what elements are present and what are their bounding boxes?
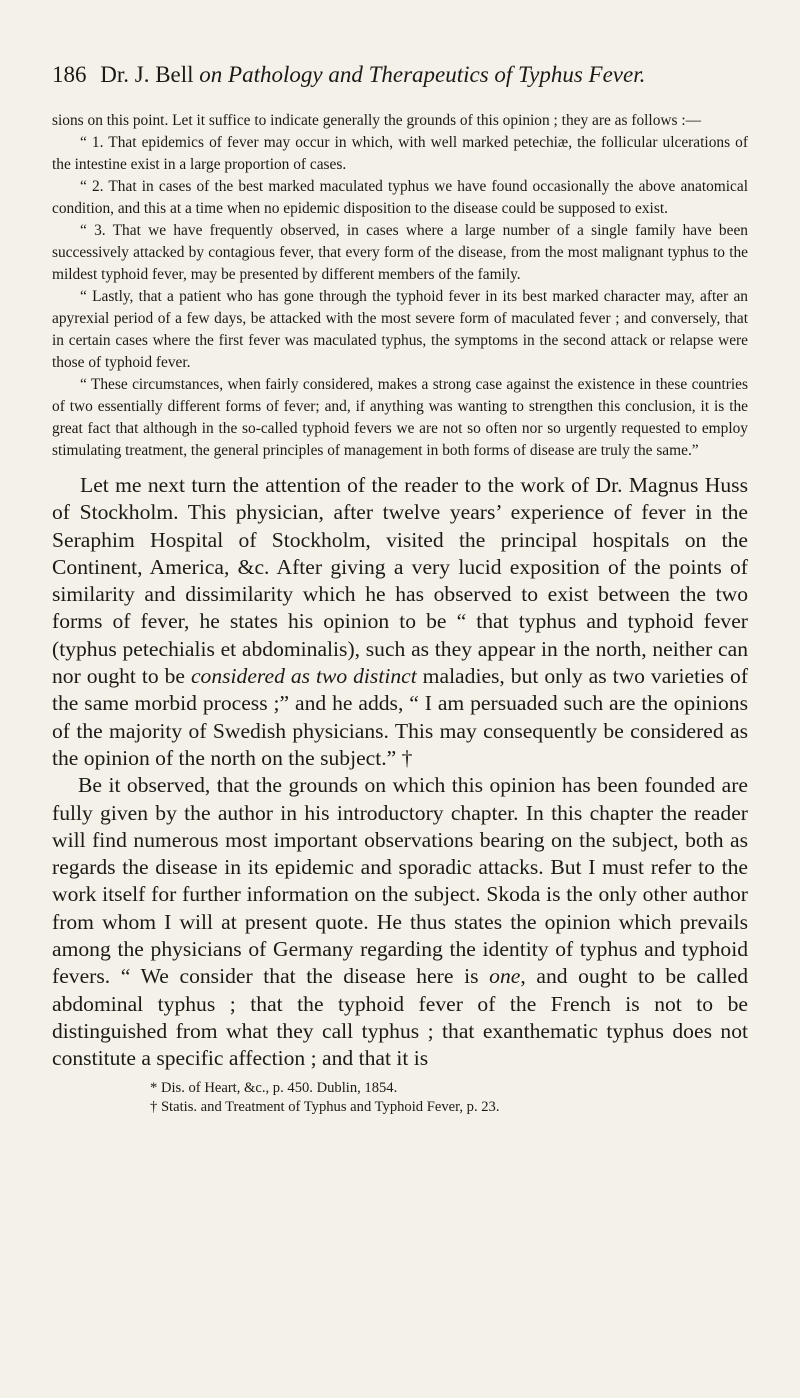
quote-paragraph: “ 2. That in cases of the best marked maculated typhus we have found occasionally the above anatomical condition, and this at a time when no epidemic disposition to the disease could be supposed to exist. — [52, 178, 748, 217]
footnote: * Dis. of Heart, &c., p. 450. Dublin, 1854. — [150, 1079, 398, 1096]
quote-paragraph: “ These circumstances, when fairly considered, makes a strong case against the existence in these countries of two essentially different forms of fever; and, if anything was wanting to strengthen this conclusion, it is the great fact that although in the so-called typhoid fevers we are not so often nor so urgently requested to employ stimulating treatment, the general principles of management in both forms of disease are truly the same.” — [52, 376, 748, 459]
body-paragraph — [52, 472, 748, 772]
body-paragraph — [52, 772, 748, 1072]
quoted-passage — [52, 110, 748, 462]
quote-paragraph: “ Lastly, that a patient who has gone through the typhoid fever in its best marked character may, after an apyrexial period of a few days, be attacked with the most severe form of maculated fever ; and conversely, that in certain cases where the first fever was maculated typhus, the symptoms in the second attack or relapse were those of typhoid fever. — [52, 288, 748, 371]
quote-paragraph: sions on this point. Let it suffice to indicate generally the grounds of this opinion ; they are as follows :— — [52, 112, 702, 129]
body-emphasis: considered as two distinct — [190, 664, 417, 689]
footnote: † Statis. and Treatment of Typhus and Typhoid Fever, p. 23. — [150, 1098, 500, 1115]
running-head-author: Dr. J. Bell — [100, 62, 194, 87]
body-text — [52, 472, 748, 1073]
running-head-title: on Pathology and Therapeutics of Typhus Fever. — [199, 62, 646, 87]
body-text-run: Be it observed, that the grounds on which this opinion has been founded are fully given by the author in his introductory chapter. In this chapter the reader will find numerous most important observations bearing on the subject, both as regards the disease in its epidemic and sporadic attacks. But I must refer to the work itself for further information on the subject. Skoda is the only other author from whom I will at present quote. He thus states the opinion which prevails among the physicians of Germany regarding the identity of typhus and typhoid fevers. “ We consider that the disease here is — [52, 773, 748, 989]
body-text-run: , and ought to be called abdominal typhus ; that the typhoid fever of the French is not to be distinguished from what they call typhus ; that exanthematic typhus does not constitute a specific affection ; and that it is — [52, 964, 748, 1071]
body-text-run: Let me next turn the attention of the reader to the work of Dr. Magnus Huss of Stockholm. This physician, after twelve years’ experience of fever in the Seraphim Hospital of Stockholm, visited the principal hospitals on the Continent, America, &c. After giving a very lucid exposition of the points of similarity and dissimilarity which he has observed to exist between the two forms of fever, he states his opinion to be “ that typhus and typhoid fever (typhus petechialis et abdominalis), such as they appear in the north, neither can nor ought to be — [52, 473, 748, 689]
quote-paragraph: “ 1. That epidemics of fever may occur in which, with well marked petechiæ, the follicular ulcerations of the intestine exist in a large proportion of cases. — [52, 134, 748, 173]
footnotes — [52, 1079, 748, 1117]
running-head — [52, 60, 748, 90]
quote-paragraph: “ 3. That we have frequently observed, in cases where a large number of a single family have been successively attacked by contagious fever, that every form of the disease, from the most malignant typhus to the mildest typhoid fever, may be presented by different members of the family. — [52, 222, 748, 283]
page-number: 186 — [52, 62, 87, 87]
body-emphasis: one — [489, 964, 521, 989]
body-text-run: maladies, but only as two varieties of the same morbid process ;” and he adds, “ I am persuaded such are the opinions of the majority of Swedish physicians. This may consequently be considered as the opinion of the north on the subject.” † — [52, 664, 749, 770]
